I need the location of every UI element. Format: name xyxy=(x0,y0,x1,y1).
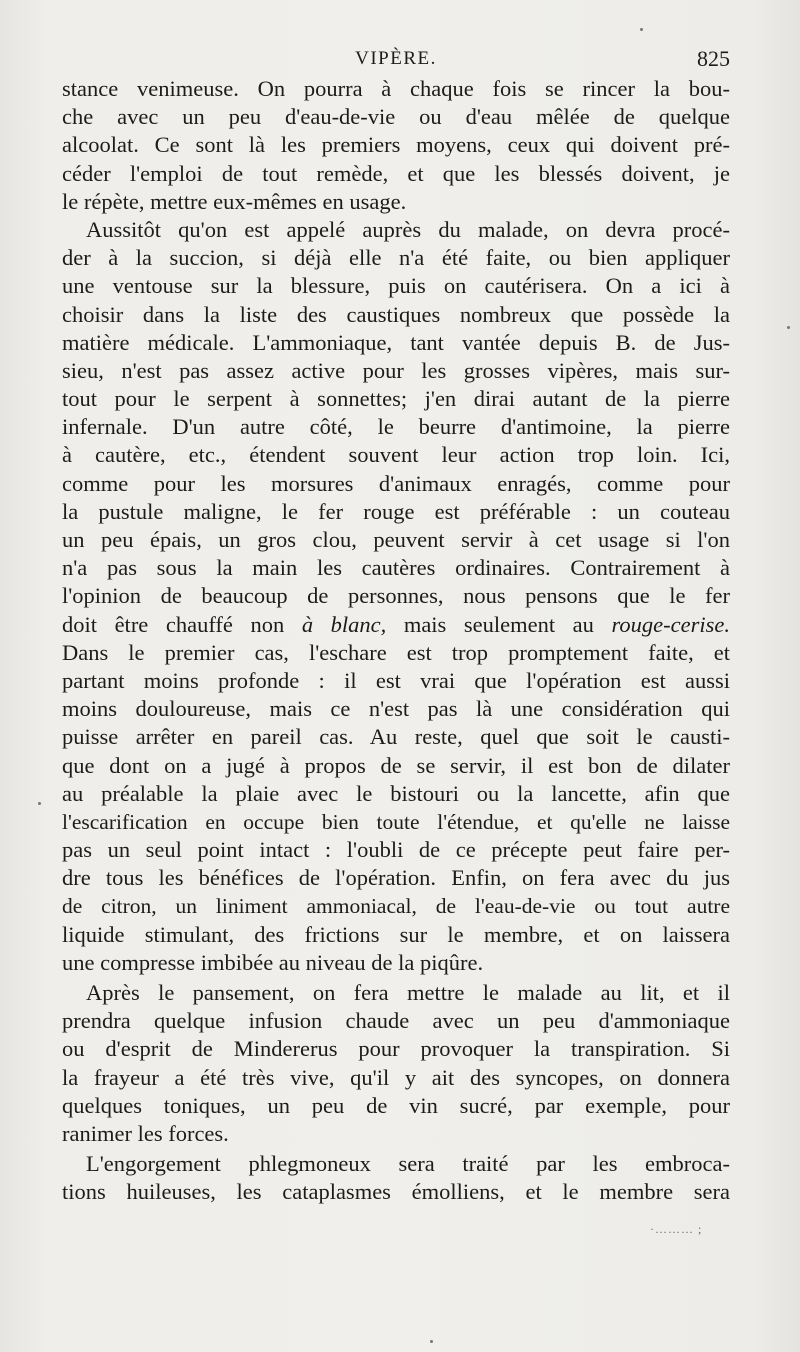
text-line: prendra quelque infusion chaude avec un peu d'ammoniaque xyxy=(62,1008,730,1034)
text-line: der à la succion, si déjà elle n'a été faite, ou bien appliquer xyxy=(62,245,730,271)
text-line: matière médicale. L'ammoniaque, tant vantée depuis B. de Jus- xyxy=(62,329,730,355)
text-line: dre tous les bénéfices de l'opération. Enfin, on fera avec du jus xyxy=(62,865,730,891)
text-line: quelques toniques, un peu de vin sucré, par exemple, pour xyxy=(62,1092,730,1118)
page-header xyxy=(62,44,730,76)
text-line: que dont on a jugé à propos de se servir, il est bon de dilater xyxy=(62,752,730,778)
text-line: che avec un peu d'eau-de-vie ou d'eau mêlée de quelque xyxy=(62,104,730,130)
text-line: au préalable la plaie avec le bistouri ou la lancette, afin que xyxy=(62,780,730,806)
paper-speck xyxy=(787,326,790,329)
page-number: 825 xyxy=(697,46,730,71)
text-line: l'opinion de beaucoup de personnes, nous pensons que le fer xyxy=(62,583,730,609)
text-line-with-italics: doit être chauffé non à blanc, mais seulement au rouge-cerise. xyxy=(62,611,730,637)
text-line: Dans le premier cas, l'eschare est trop promptement faite, et xyxy=(62,639,730,665)
text-line: la pustule maligne, le fer rouge est préférable : un couteau xyxy=(62,498,730,524)
text-line: un peu épais, un gros clou, peuvent servir à cet usage si l'on xyxy=(62,527,730,552)
text-line: une compresse imbibée au niveau de la piqûre. xyxy=(62,949,484,975)
text-line: de citron, un liniment ammoniacal, de l'eau-de-vie ou tout autre xyxy=(62,894,730,919)
text-line: partant moins profonde : il est vrai que l'opération est aussi xyxy=(62,667,730,693)
text-line: liquide stimulant, des frictions sur le membre, et on laissera xyxy=(62,921,730,947)
text-line: pas un seul point intact : l'oubli de ce précepte peut faire per- xyxy=(62,837,730,863)
paragraph-start-line: L'engorgement phlegmoneux sera traité par les embroca- xyxy=(86,1151,730,1177)
text-line: ranimer les forces. xyxy=(62,1120,229,1146)
text-line: tions huileuses, les cataplasmes émolliens, et le membre sera xyxy=(62,1179,730,1205)
text-line: la frayeur a été très vive, qu'il y ait des syncopes, on donnera xyxy=(62,1064,730,1090)
paragraph-start-line: Aussitôt qu'on est appelé auprès du malade, on devra procé- xyxy=(86,216,730,242)
text-line: à cautère, etc., étendent souvent leur action trop loin. Ici, xyxy=(62,442,730,468)
text-line: alcoolat. Ce sont là les premiers moyens, ceux qui doivent pré- xyxy=(62,132,730,158)
printer-mark: ·……… ; xyxy=(650,1222,703,1236)
text-line: sieu, n'est pas assez active pour les grosses vipères, mais sur- xyxy=(62,357,730,383)
text-line: moins douloureuse, mais ce n'est pas là une considération qui xyxy=(62,696,730,722)
text-line: infernale. D'un autre côté, le beurre d'antimoine, la pierre xyxy=(62,414,730,440)
paper-speck xyxy=(640,28,643,31)
italic-phrase: rouge-cerise. xyxy=(611,611,730,637)
italic-phrase: à blanc, xyxy=(301,611,387,637)
text-line: comme pour les morsures d'animaux enragés, comme pour xyxy=(62,470,730,496)
text-line: une ventouse sur la blessure, puis on cautérisera. On a ici à xyxy=(62,273,730,299)
text-line: le répète, mettre eux-mêmes en usage. xyxy=(62,188,407,214)
paragraph-start-line: Après le pansement, on fera mettre le malade au lit, et il xyxy=(86,980,730,1005)
running-title: VIPÈRE. xyxy=(355,48,437,69)
text-line: choisir dans la liste des caustiques nombreux que possède la xyxy=(62,301,730,327)
paper-speck xyxy=(38,802,41,805)
body-text xyxy=(62,75,730,1207)
text-line: ou d'esprit de Mindererus pour provoquer la transpiration. Si xyxy=(62,1036,730,1062)
paper-speck xyxy=(430,1340,433,1343)
text-line: céder l'emploi de tout remède, et que les blessés doivent, je xyxy=(62,160,730,186)
text-line: stance venimeuse. On pourra à chaque fois se rincer la bou- xyxy=(62,76,730,101)
text-line: tout pour le serpent à sonnettes; j'en dirai autant de la pierre xyxy=(62,386,730,412)
text-line: l'escarification en occupe bien toute l'étendue, et qu'elle ne laisse xyxy=(62,809,730,834)
text-line: puisse arrêter en pareil cas. Au reste, quel que soit le causti- xyxy=(62,724,730,750)
text-line: n'a pas sous la main les cautères ordinaires. Contrairement à xyxy=(62,555,730,581)
